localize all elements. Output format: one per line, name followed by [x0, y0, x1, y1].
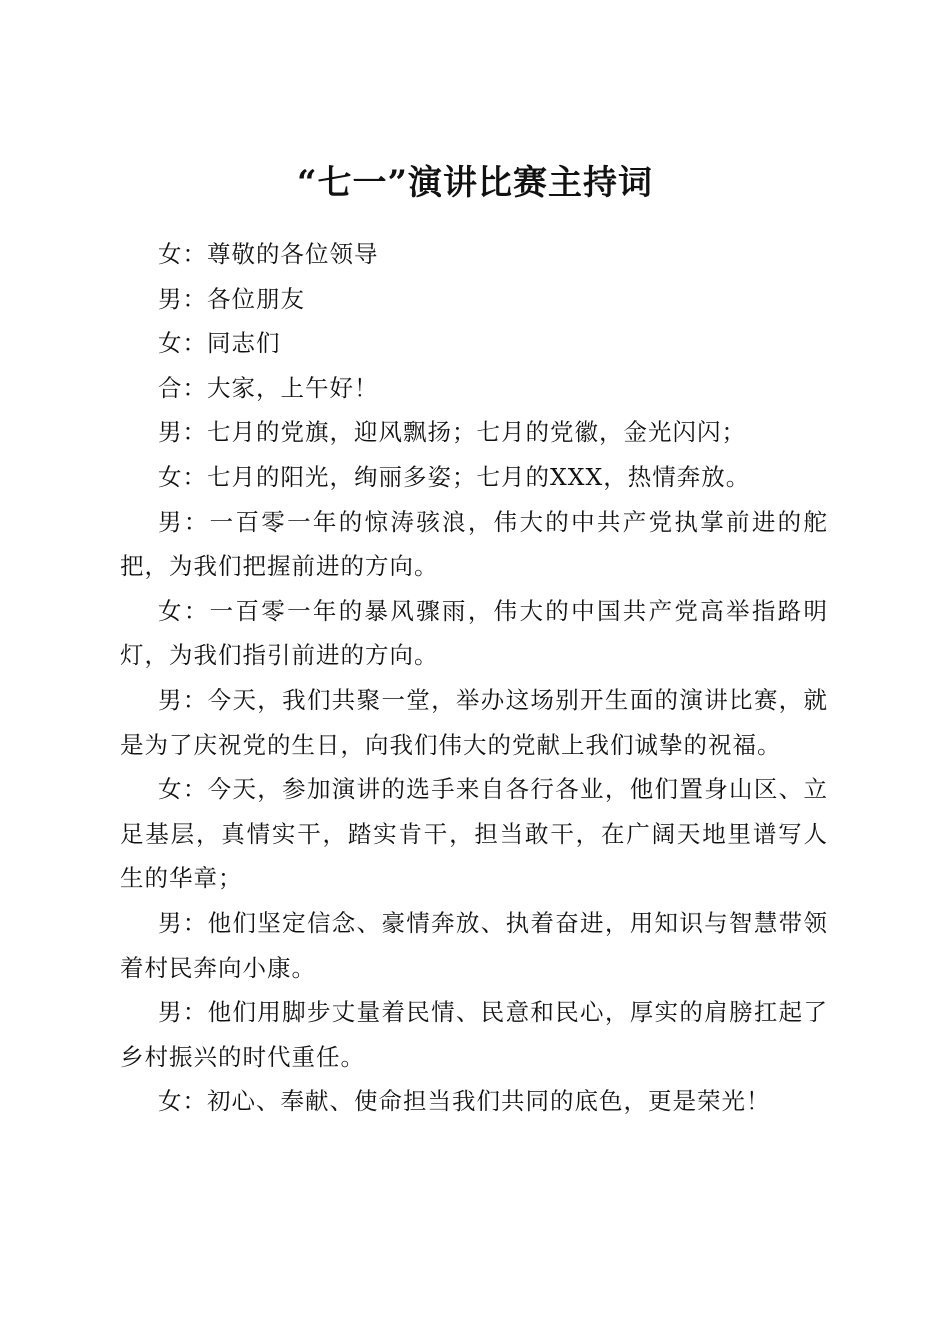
document-title: “七一”演讲比赛主持词 — [296, 162, 654, 203]
paragraph: 男：他们坚定信念、豪情奔放、执着奋进，用知识与智慧带领着村民奔向小康。 — [120, 908, 828, 982]
paragraph: 男：各位朋友 — [158, 284, 305, 313]
paragraph: 女：初心、奉献、使命担当我们共同的底色，更是荣光！ — [158, 1087, 771, 1116]
paragraph: 男：今天，我们共聚一堂，举办这场别开生面的演讲比赛，就是为了庆祝党的生日，向我们伟大的党献上我们诚挚的祝福。 — [120, 685, 828, 759]
paragraph: 女：一百零一年的暴风骤雨，伟大的中国共产党高举指路明灯，为我们指引前进的方向。 — [120, 596, 828, 670]
paragraph: 男：一百零一年的惊涛骇浪，伟大的中共产党执掌前进的舵把，为我们把握前进的方向。 — [120, 507, 828, 581]
paragraph: 男：他们用脚步丈量着民情、民意和民心，厚实的肩膀扛起了乡村振兴的时代重任。 — [120, 998, 828, 1071]
paragraph: 女：尊敬的各位领导 — [158, 240, 379, 268]
paragraph: 女：七月的阳光，绚丽多姿；七月的XXX，热情奔放。 — [158, 462, 751, 491]
document-body — [120, 232, 828, 1124]
paragraph: 女：今天，参加演讲的选手来自各行各业，他们置身山区、立足基层，真情实干，踏实肯干，担当敢干，在广阔天地里谱写人生的华章； — [120, 775, 828, 893]
paragraph: 合：大家，上午好！ — [158, 373, 379, 402]
paragraph: 男：七月的党旗，迎风飘扬；七月的党徽，金光闪闪； — [158, 418, 746, 447]
paragraph: 女：同志们 — [158, 329, 281, 358]
